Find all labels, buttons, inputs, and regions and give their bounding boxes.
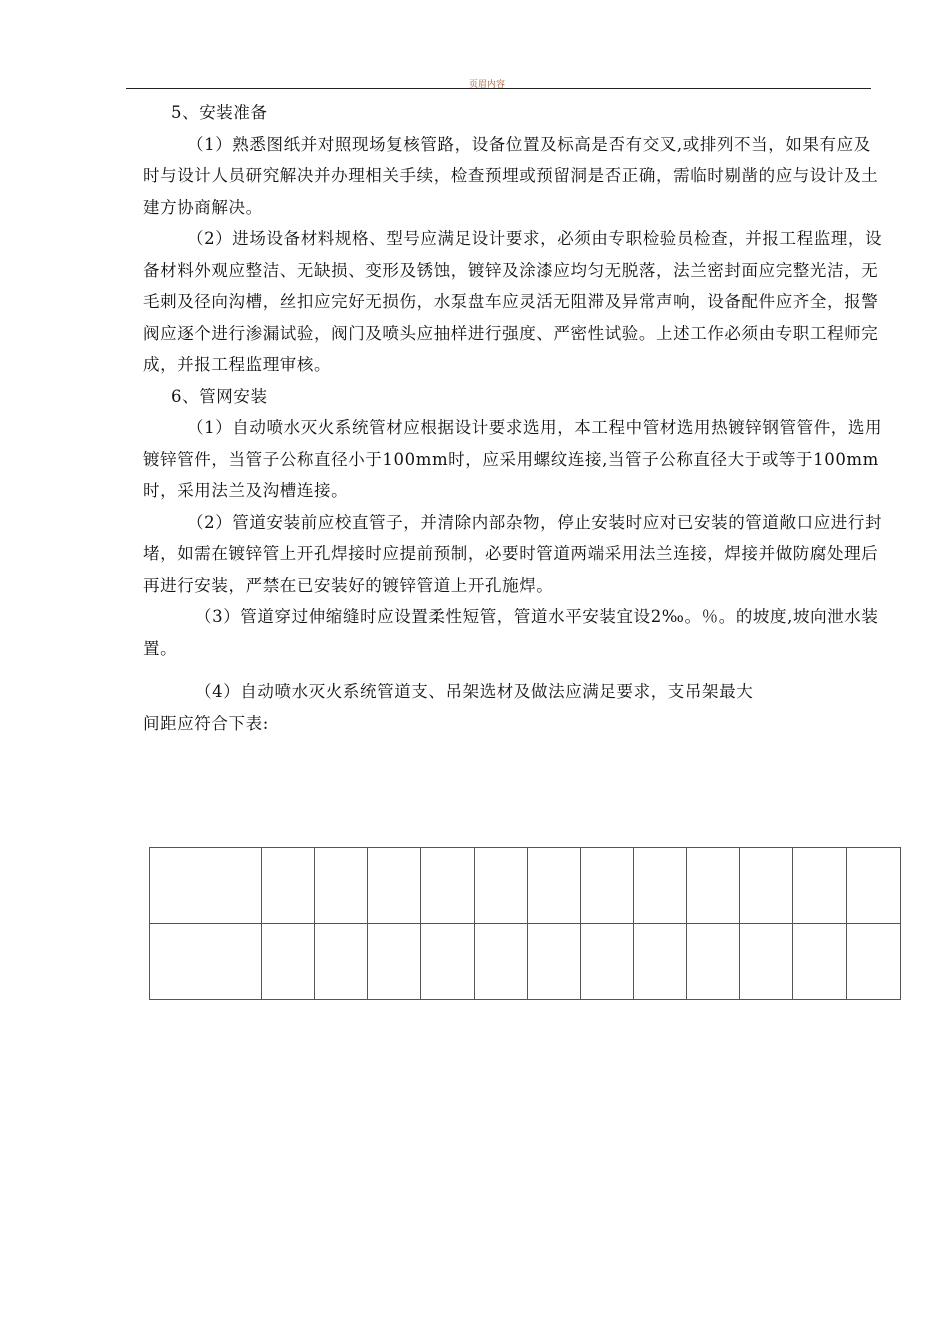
paragraph-pipe-2: （2）管道安装前应校直管子，并清除内部杂物，停止安装时应对已安装的管道敞口应进行封堵，如需在镀锌管上开孔焊接时应提前预制，必要时管道两端采用法兰连接，焊接并做防腐处理后再进行安装，严禁在已安装好的镀锌管道上开孔施焊。 [143,512,883,595]
page-header-text: 页眉内容 [469,80,506,90]
table-cell [793,924,847,1000]
paragraph-pipe-4: （4）自动喷水灭火系统管道支、吊架选材及做法应满足要求，支吊架最大 [195,682,754,701]
table-row [150,924,901,1000]
table-row [150,848,901,924]
table-cell [740,848,793,924]
table-cell [150,924,262,1000]
table-cell [687,924,740,1000]
paragraph-pipe-1: （1）自动喷水灭火系统管材应根据设计要求选用，本工程中管材选用热镀锌钢管管件，选用镀锌管件，当管子公称直径小于100mm时，应采用螺纹连接,当管子公称直径大于或等于100mm时，采用法兰及沟槽连接。 [143,418,883,500]
table-cell [368,848,421,924]
table-cell [581,848,634,924]
section-heading-pipe-network: 6、管网安装 [171,386,268,406]
paragraph-prep-2: （2）进场设备材料规格、型号应满足设计要求，必须由专职检验员检查，并报工程监理，设备材料外观应整洁、无缺损、变形及锈蚀，镀锌及涂漆应均匀无脱落，法兰密封面应完整光洁，无毛刺及径向沟槽，丝扣应完好无损伤，水泵盘车应灵活无阻滞及异常声响，设备配件应齐全，报警阀应逐个进行渗漏试验，阀门及喷头应抽样进行强度、严密性试验。上述工作必须由专职工程师完成，并报工程监理审核。 [143,229,883,374]
table-cell [634,848,687,924]
paragraph-pipe-3: （3）管道穿过伸缩缝时应设置柔性短管，管道水平安装宜设2‰。％。的坡度,坡向泄水装置。 [143,607,879,658]
table-cell [421,848,475,924]
document-body [143,97,883,739]
table-cell [528,924,581,1000]
table-cell [740,924,793,1000]
table-cell [581,924,634,1000]
table-cell [793,848,847,924]
paragraph-prep-1: （1）熟悉图纸并对照现场复核管路，设备位置及标高是否有交叉,或排列不当，如果有应及时与设计人员研究解决并办理相关手续，检查预埋或预留洞是否正确，需临时剔凿的应与设计及土建方协商解决。 [143,134,879,217]
table-cell [315,924,368,1000]
section-heading-installation-prep: 5、安装准备 [171,103,268,122]
table-cell [847,848,901,924]
table-cell [634,924,687,1000]
table-cell [421,924,475,1000]
table-cell [847,924,901,1000]
paragraph-table-intro: 间距应符合下表: [143,713,269,733]
table-cell [687,848,740,924]
table-cell [262,924,315,1000]
table-cell [262,848,315,924]
table-cell [368,924,421,1000]
table-cell [475,924,528,1000]
table-cell [528,848,581,924]
table-cell [315,848,368,924]
support-spacing-table [149,847,901,1000]
table-cell [475,848,528,924]
table-cell [150,848,262,924]
